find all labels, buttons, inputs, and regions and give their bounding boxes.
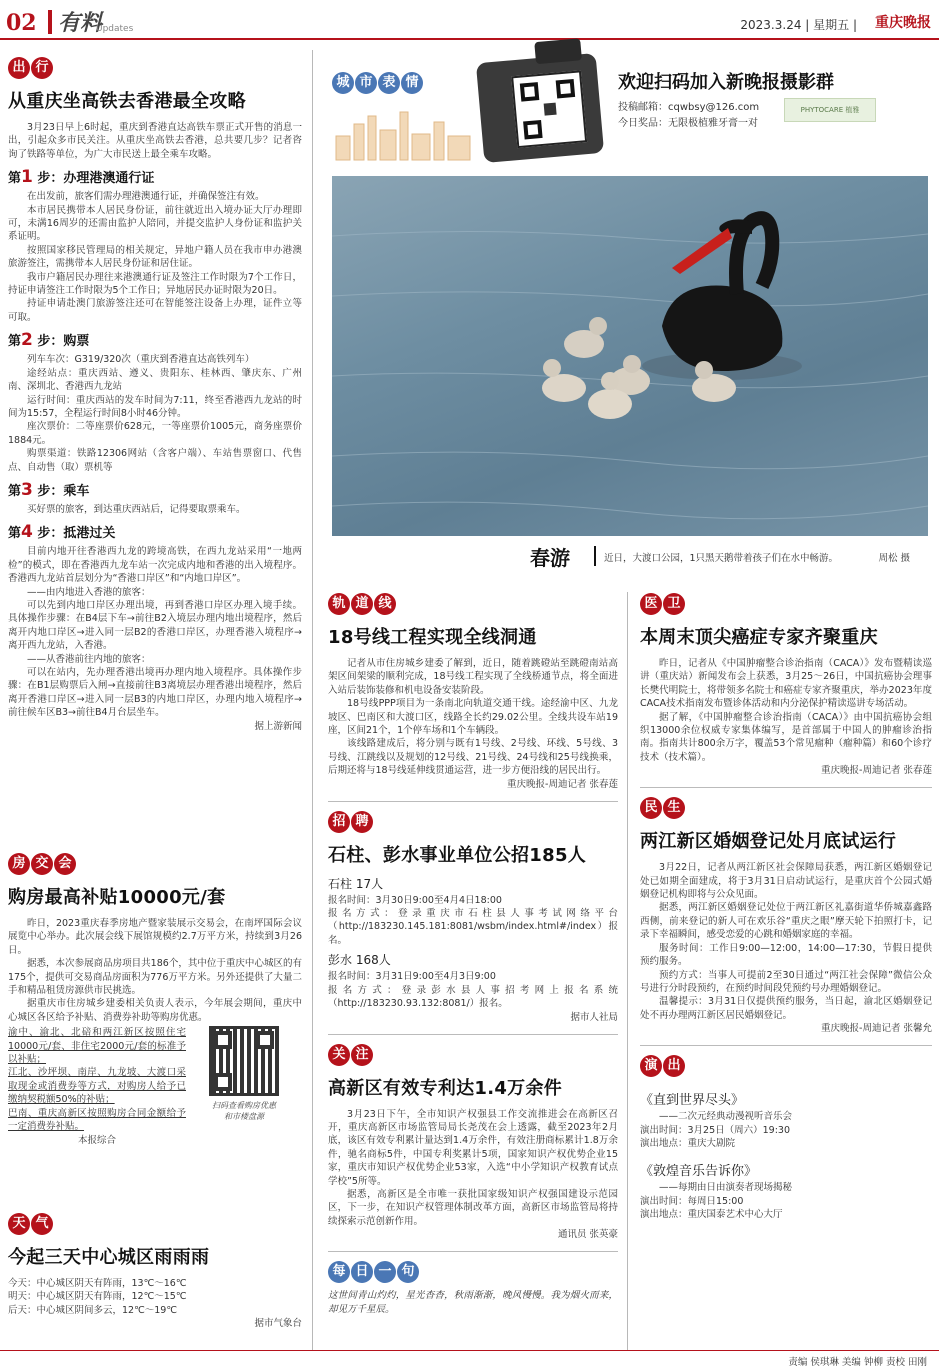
qr-caption: 扫码查看购房优惠 (212, 1101, 276, 1111)
subsidy-item: 巴南、重庆高新区按照购房合同金额给予一定消费券补贴。 (8, 1107, 186, 1133)
step-1-text: 我市户籍居民办理往来港澳通行证及签注工作时限为7个工作日，持证申请签注工作时限为5个工作日；异地居民办证时限为20日。 (8, 271, 302, 297)
show-venue: 演出地点：重庆大剧院 (640, 1137, 736, 1149)
banner-title: 欢迎扫码加入新晚报摄影群 (618, 72, 834, 93)
subsidy-item: 江北、沙坪坝、南岸、九龙坡、大渡口采取现金或消费券等方式，对购房人给予已缴纳契税额50%的补贴； (8, 1067, 186, 1106)
civil-text: 温馨提示：3月31日仅提供预约服务，当日起，渝北区婚姻登记处不再办理两江新区居民婚姻登记。 (640, 996, 932, 1021)
article-title-travel: 从重庆坐高铁去香港最全攻略 (8, 91, 246, 112)
section-name: 有料 (58, 10, 103, 36)
step-4-text: ——由内地进入香港的旅客： (27, 586, 151, 598)
tag-livelihood: 民 生 (640, 797, 685, 819)
tag-city-expression: 城 市 表 情 (332, 72, 423, 94)
middle-column (328, 592, 618, 1348)
metro-text: 该线路建成后，将分别与既有1号线、2号线、环线、5号线、3号线、江跳线以及规划的12号线、21号线、24号线和25号线换乘，后期还将与18号线延伸线贯通运营，进一步方便沿线的居民出行。 (328, 738, 618, 777)
job-county-pengshui: 彭水 168人 (328, 953, 391, 968)
step-2-text: 购票渠道：铁路12306网站（含客户端）、车站售票窗口、代售点、自动售（取）票机等 (8, 448, 302, 473)
section-subtitle: Updates (96, 24, 134, 34)
qr-code-icon[interactable] (511, 70, 587, 148)
tag-focus: 关 注 (328, 1044, 373, 1066)
house-article (8, 852, 302, 1192)
show-title: 《直到世界尽头》 (640, 1093, 745, 1109)
column-divider-left (312, 50, 313, 1350)
tag-house-fair: 房 交 会 (8, 853, 76, 875)
step-1-text: 持证申请赴澳门旅游签注还可在智能签注设备上办理，证件立等可取。 (8, 298, 302, 323)
step-2-text: 座次票价：二等座票价628元，一等座票价1005元，商务座票价1884元。 (8, 421, 302, 446)
civil-text: 据悉，两江新区婚姻登记处位于两江新区礼嘉街道华侨城嘉鑫路西侧，前来登记的新人可在欢乐谷“重庆之眼”摩天轮下拍照打卡，记录下幸福瞬间，感受恋爱的心跳和婚姻家庭的幸福。 (640, 902, 932, 941)
step-4-heading: 第4 步：抵港过关 (8, 522, 116, 543)
step-1-text: 本市居民携带本人居民身份证，前往就近出入境办证大厅办理即可，未满16周岁的还需由监护人陪同，并提交监护人身份证和监护关系证明。 (8, 204, 302, 243)
source-credit: 重庆晚报-周迪记者 张春莲 (821, 765, 932, 777)
source-credit: 据市人社局 (570, 1011, 618, 1023)
civil-text: 服务时间：工作日9:00—12:00，14:00—17:30，节假日提供预约服务。 (640, 942, 932, 968)
travel-intro: 3月23日早上6时起，重庆到香港直达高铁车票正式开售的消息一出，引起众多市民关注。从重庆坐高铁去香港，总共要几步？记者咨询了铁路等单位，为广大市民送上最全乘车攻略。 (8, 122, 302, 160)
article-title-metro: 18号线工程实现全线洞通 (328, 627, 537, 648)
photo-caption: 近日，大渡口公园，1只黑天鹅带着孩子们在水中畅游。 (604, 553, 839, 564)
tag-medical: 医 卫 (640, 593, 685, 615)
weather-article (8, 1212, 302, 1342)
house-text: 据重庆市住房城乡建委相关负责人表示，今年展会期间，重庆中心城区各区给予补贴、消费券补助等购房优惠。 (8, 998, 302, 1023)
subsidy-item: 渝中、渝北、北碚和两江新区按照住宅10000元/套、非住宅2000元/套的标准予以补贴； (8, 1027, 186, 1066)
forecast-today: 今天：中心城区阴天有阵雨，13℃～16℃ (8, 1278, 187, 1289)
step-3-text: 买好票的旅客，到达重庆西站后，记得要取票乘车。 (27, 503, 246, 515)
metro-text: 记者从市住房城乡建委了解到，近日，随着跳磴站至跳磴南站高架区间架梁的顺利完成，18号线工程实现了全线桥通节点，将全面进入站后装饰装修和机电设备安装阶段。 (328, 658, 618, 696)
step-2-text: 途经站点：重庆西站、遵义、贵阳东、桂林西、肇庆东、广州南、深圳北、香港西九龙站 (8, 367, 302, 393)
photo-caption-bar (332, 540, 928, 574)
job-county-shizhu: 石柱 17人 (328, 876, 384, 891)
job-time: 报名时间：3月31日9:00至4月3日9:00 (328, 971, 496, 983)
tag-daily-quote: 每 日 一 句 (328, 1261, 419, 1283)
tag-travel: 出 行 (8, 57, 53, 79)
medical-text: 据了解，《中国肿瘤整合诊治指南（CACA）》由中国抗癌协会组织13000余位权威专家集体编写，是首部属于中国人的肿瘤诊治指南。指南共计800余万字，覆盖53个常见瘤种（瘤种篇）和60个诊疗技术（技术篇）。 (640, 711, 932, 763)
step-1-heading: 第1 步：办理港澳通行证 (8, 167, 155, 188)
step-2-text: 运行时间：重庆西站的发车时间为7:11，终至香港西九龙站的时间为15:57，全程运行时间8小时46分钟。 (8, 394, 302, 419)
article-title-patent: 高新区有效专利达1.4万余件 (328, 1077, 563, 1099)
page-number: 02 (6, 10, 37, 36)
show-subtitle: ——每期由日由演奏者现场揭秘 (659, 1182, 793, 1194)
civil-text: 预约方式：当事人可提前2至30日通过“两江社会保障”微信公众号进行分时段预约，在预约时间段凭预约号办理婚姻登记。 (640, 969, 932, 994)
show-time: 演出时间：3月25日（周六）19:30 (640, 1124, 791, 1136)
job-method: 报名方式：登录重庆市石柱县人事考试网络平台（http://183230.145.181:8081/wsbm/index.html#/index）报名。 (328, 908, 618, 946)
page-header (0, 0, 939, 38)
submission-email[interactable]: 投稿邮箱：cqwbsy@126.com (618, 102, 760, 113)
tag-shows: 演 出 (640, 1055, 685, 1077)
tag-weather: 天 气 (8, 1213, 53, 1235)
source-credit: 重庆晚报-周迪记者 张馨允 (821, 1023, 932, 1035)
article-title-civil: 两江新区婚姻登记处月底试运行 (640, 831, 897, 853)
article-title-medical: 本周末顶尖癌症专家齐聚重庆 (640, 627, 878, 648)
civil-text: 3月22日，记者从两江新区社会保障局获悉，两江新区婚姻登记处已如期全面建成，将于3月31日启动试运行，是重庆首个公园式婚姻登记机构即将与公众见面。 (640, 862, 932, 901)
forecast-day-after: 后天：中心城区阴间多云，12℃～19℃ (8, 1304, 178, 1316)
qr-code-icon[interactable] (209, 1026, 279, 1096)
issue-date: 2023.3.24 | 星期五 | (740, 18, 857, 32)
page-number-bar (48, 10, 52, 34)
source-credit: 据市气象台 (254, 1318, 302, 1330)
qr-caption: 和市楼盘源 (224, 1112, 264, 1122)
house-text: 昨日，2023重庆春季房地产暨家装展示交易会，在南坪国际会议展览中心举办。此次展会线下展馆规模约2.7万平方米，持续到3月26日。 (8, 918, 302, 956)
step-4-text: 目前内地开往香港西九龙的跨境高铁，在西九龙站采用“一地两检”的模式，即在香港西九龙车站一次完成内地和香港的出入境程序。香港西九龙站首层划分为“香港口岸区”和“内地口岸区”。 (8, 546, 302, 585)
black-swan-photo (332, 176, 928, 536)
photo-credit: 周松 摄 (878, 553, 910, 564)
photo-title: 春游 (530, 546, 570, 570)
step-2-text: 列车车次：G319/320次（重庆到香港直达高铁列车） (27, 354, 255, 366)
editor-credits: 责编 侯琪琳 美编 钟柳 责校 田刚 (788, 1357, 927, 1368)
patent-text: 3月23日下午，全市知识产权强县工作交流推进会在高新区召开，重庆高新区市场监管局局长尧茂在会上透露，截至2023年2月底，该区有效专利累计量达到1.4万余件，有效注册商标累计1.8万余件，驰名商标5件，中国专利奖累计5项，国家知识产权优势企业15家，重庆市知识产权优势企业53家，入选“中小学知识产权教育试点学校”5所等。 (328, 1108, 618, 1187)
camera-icon (476, 53, 604, 163)
photo-banner (322, 48, 934, 166)
step-4-text: 可以先到内地口岸区办理出境，再到香港口岸区办理入境手续。具体操作步骤：在B4层下车→前往B2入境层办理内地出境程序，然后离开内地口岸区→进入同一层B2的香港口岸区，办理香港入境程序→离开西九龙站，入香港。 (8, 599, 302, 652)
page-footer (0, 1350, 939, 1368)
step-2-heading: 第2 步：购票 (8, 330, 90, 351)
source-credit: 据上游新闻 (254, 720, 302, 732)
house-text: 据悉，本次参展商品房项目共186个，其中位于重庆中心城区的有175个，提供可交易商品房面积为776万平方米。另外还提供了大量二手和精品租赁房源供市民挑选。 (8, 958, 302, 997)
medical-text: 昨日，记者从《中国肿瘤整合诊治指南（CACA）》发布暨精读巡讲（重庆站）新闻发布会上获悉，3月25～26日，中国抗癌协会理事长樊代明院士，将带领多名院士和癌症专家齐聚重庆，举办2023年度CACA技术指南发布暨诊体活动和内分泌保护精读巡讲专场活动。 (640, 658, 932, 710)
column-divider-right (627, 592, 628, 1350)
step-3-heading: 第3 步：乘车 (8, 479, 90, 500)
daily-quote-text: 这世间青山灼灼，星光杳杳，秋雨渐渐，晚风慢慢。我为烟火而来，却见万千星辰。 (328, 1290, 618, 1315)
show-venue: 演出地点：重庆国泰艺术中心大厅 (640, 1209, 783, 1221)
step-4-text: ——从香港前往内地的旅客： (27, 653, 151, 665)
header-rule (0, 38, 939, 40)
newspaper-logo: 重庆晚报 (875, 15, 931, 31)
step-4-text: 可以在站内，先办理香港出境再办理内地入境程序。具体操作步骤：在B1层购票后入闸→直接前往B3离境层办理香港出境程序，然后离开香港口岸区→进入同一层B3的内地口岸区，办理内地入境程序→前往候车区B3→前往B4月台层坐车。 (8, 667, 302, 719)
article-title-jobs: 石柱、彭水事业单位公招185人 (328, 844, 587, 866)
metro-text: 18号线PPP项目为一条南北向轨道交通干线。途经渝中区、九龙坡区、巴南区和大渡口区，线路全长约29.02公里。全线共设车站19座，区间21个，1个停车场和1个车辆段。 (328, 698, 618, 737)
right-column (640, 592, 932, 1348)
article-title-weather: 今起三天中心城区雨雨雨 (8, 1247, 210, 1268)
step-1-text: 在出发前，旅客们需办理港澳通行证，并确保签注有效。 (27, 191, 265, 203)
article-title-house: 购房最高补贴10000元/套 (8, 887, 226, 908)
show-title: 《敦煌音乐告诉你》 (640, 1164, 758, 1180)
job-method: 报名方式：登录彭水县人事招考网上报名系统（http://183230.93.132:8081/）报名。 (328, 984, 618, 1010)
step-1-text: 按照国家移民管理局的相关规定，异地户籍人员在我市申办港澳旅游签注，需携带本人居民身份证和居住证。 (8, 244, 302, 270)
prize-text: 今日奖品：无限极植雅牙膏一对 (618, 118, 758, 129)
source-credit: 本报综合 (77, 1134, 116, 1146)
city-skyline-icon (332, 106, 482, 162)
show-time: 演出时间：每周日15:00 (640, 1195, 744, 1207)
tag-metro: 轨 道 线 (328, 593, 396, 615)
job-time: 报名时间：3月30日9:00至4月4日18:00 (328, 894, 502, 906)
tag-jobs: 招 聘 (328, 811, 373, 833)
prize-product-image: PHYTOCARE 植雅 (784, 98, 876, 122)
source-credit: 重庆晚报-周迪记者 张春莲 (507, 778, 618, 790)
source-credit: 通讯员 张英豪 (557, 1229, 618, 1241)
show-subtitle: ——二次元经典动漫视听音乐会 (659, 1111, 793, 1123)
patent-text: 据悉，高新区是全市唯一获批国家级知识产权强国建设示范园区，下一步，在知识产权管理体制改革方面，高新区市场监管局将持续探索示范创新作用。 (328, 1188, 618, 1227)
forecast-tomorrow: 明天：中心城区阴天有阵雨，12℃～15℃ (8, 1291, 187, 1303)
